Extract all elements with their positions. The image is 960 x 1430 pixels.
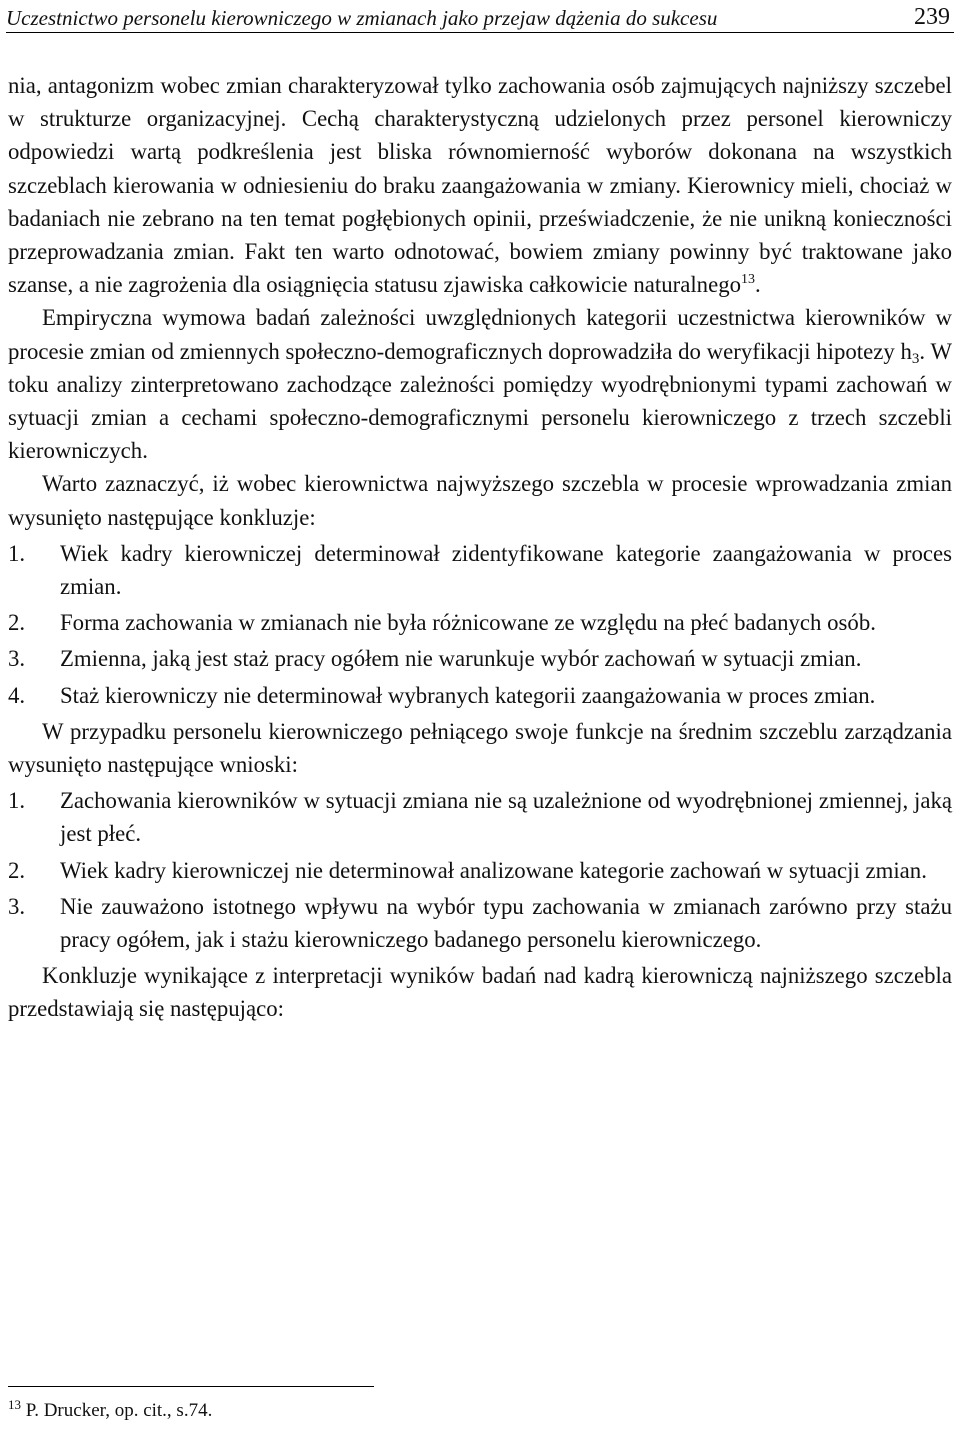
list-number: 2. [8, 610, 26, 636]
list-item-text: Staż kierowniczy nie determinował wybranych kategorii zaangażowania w proces zmian. [60, 682, 876, 708]
page-header [6, 2, 954, 33]
paragraph [8, 69, 952, 301]
paragraph-text: Empiryczna wymowa badań zależności uwzględnionych kategorii uczestnictwa kierowników w procesie zmian od zmiennych społeczno-demograficznych doprowadziła do weryfikacji hipotezy h [8, 305, 952, 364]
list-item-text: Wiek kadry kierowniczej nie determinował analizowane kategorie zachowań w sytuacji zmian. [60, 857, 927, 883]
list-number: 1. [8, 540, 26, 566]
footnote-ref: 13 [741, 272, 755, 288]
list-item [8, 679, 952, 712]
list-item-text: Nie zauważono istotnego wpływu na wybór typu zachowania w zmianach zarówno przy stażu pracy ogółem, jak i stażu kierowniczego badanego personelu kierowniczego. [60, 893, 952, 953]
footnote [8, 1397, 213, 1422]
list-item-text: Zmienna, jaką jest staż pracy ogółem nie warunkuje wybór zachowań w sytuacji zmian. [60, 646, 862, 672]
body-text [8, 69, 952, 1026]
list-item-text: Forma zachowania w zmianach nie była różnicowane ze względu na płeć badanych osób. [60, 610, 876, 636]
list-number: 1. [8, 788, 26, 814]
paragraph [8, 301, 952, 467]
list-number: 2. [8, 857, 26, 883]
conclusions-list-top-level [8, 537, 952, 712]
page-number: 239 [914, 4, 950, 30]
paragraph: W przypadku personelu kierowniczego pełniącego swoje funkcje na średnim szczeblu zarządzania wysunięto następujące wnioski: [8, 718, 952, 778]
list-item [8, 642, 952, 675]
paragraph: Warto zaznaczyć, iż wobec kierownictwa najwyższego szczebla w procesie wprowadzania zmian wysunięto następujące konkluzje: [8, 471, 952, 530]
list-number: 3. [8, 893, 26, 919]
list-item-text: Wiek kadry kierowniczej determinował zidentyfikowane kategorie zaangażowania w proces zmian. [60, 540, 952, 600]
hypothesis-subscript: 3 [911, 350, 920, 367]
list-item [8, 784, 952, 850]
list-item [8, 606, 952, 639]
conclusions-list-middle-level [8, 784, 952, 956]
paragraph-end: . [755, 272, 761, 298]
paragraph-text: nia, antagonizm wobec zmian charakteryzował tylko zachowania osób zajmujących najniższy szczebel w strukturze organizacyjnej. Cechą charakterystyczną udzielonych przez personel kierowniczy odpowiedzi wartą podkreślenia jest bliska równomierność wyborów dokonana na wszystkich szczeblach kierowania w odniesieniu do braku zaangażowania w zmiany. Kierownicy mieli, chociaż w badaniach nie zebrano na ten temat pogłębionych opinii, przeświadczenie, że nie unikną konieczności przeprowadzania zmian. Fakt ten warto odnotować, bowiem zmiany powinny być traktowane jako szanse, a nie zagrożenia dla osiągnięcia statusu zjawiska całkowicie naturalnego [8, 73, 952, 298]
list-item [8, 890, 952, 956]
paragraph-text-cont: . W toku analizy zinterpretowano zachodzące zależności pomiędzy wyodrębnionymi typami zachowań w sytuacji zmian a cechami społeczno-demograficznymi personelu kierowniczego z trzech szczebli kierowniczych. [8, 338, 952, 464]
list-number: 4. [8, 682, 26, 708]
list-item [8, 854, 952, 887]
list-item [8, 537, 952, 603]
paragraph: Konkluzje wynikające z interpretacji wyników badań nad kadrą kierowniczą najniższego szczebla przedstawiają się następująco: [8, 963, 952, 1022]
footnote-number: 13 [8, 1397, 21, 1412]
list-item-text: Zachowania kierowników w sytuacji zmiana nie są uzależnione od wyodrębnionej zmiennej, jaką jest płeć. [60, 788, 952, 847]
list-number: 3. [8, 646, 26, 672]
footnote-separator [8, 1386, 374, 1387]
footnote-text: P. Drucker, op. cit., s.74. [25, 1400, 213, 1421]
running-title: Uczestnictwo personelu kierowniczego w zmianach jako przejaw dążenia do sukcesu [6, 6, 718, 30]
